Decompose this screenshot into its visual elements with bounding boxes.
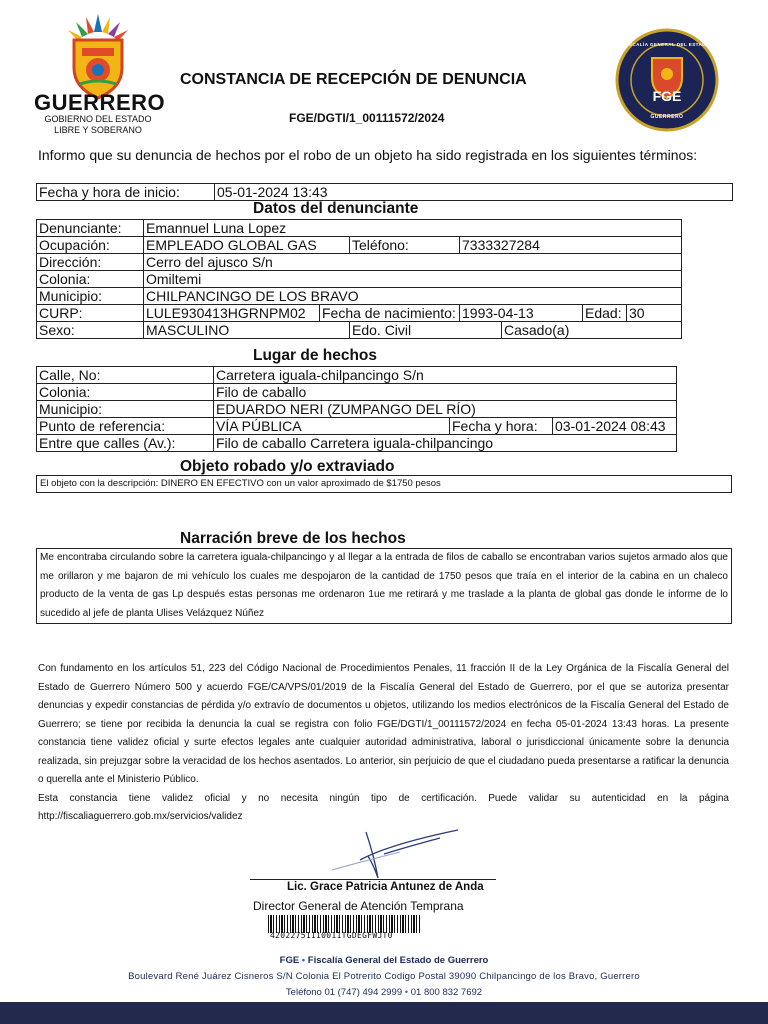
footer-institution-name: Fiscalía General del Estado de Guerrero [307, 955, 489, 966]
denunciante-label: Denunciante: [37, 220, 144, 237]
legal-text [38, 660, 729, 827]
footer-separator: • [299, 955, 308, 966]
legal-paragraph-2: Esta constancia tiene validez oficial y no necesita ningún tipo de certificación. Puede validar su autenticidad en la página http://fiscaliaguerrero.gob.mx/servicios/validez [38, 792, 729, 822]
footer-phone-1: Teléfono 01 (747) 494 2999 [285, 987, 403, 998]
logo-gov-line1: GOBIERNO DEL ESTADO [44, 114, 152, 124]
table-row [37, 367, 677, 384]
guerrero-logo [34, 12, 166, 140]
legal-paragraph-1: Con fundamento en los artículos 51, 223 del Código Nacional de Procedimientos Penales, 11 fracción II de la Ley Orgánica de la Fiscalía General del Estado de Guerrero Número 500 y acuerdo FGE/CA/VPS/01/2019 de la Fiscalía General del Estado de Guerrero, por el que se autoriza presentar denuncias y expedir constancias de pérdida y/o extravío de documentos u objetos, utilizando los medios electrónicos de la Fiscalía General del Estado de Guerrero; se tiene por recibida la denuncia la cual se registra con folio FGE/DGTI/1_00111572/2024 en fecha 05-01-2024 13:43 horas. La presente constancia tiene validez oficial y surte efectos legales ante cualquier autoridad administrativa, laboral o jurisdiccional únicamente sobre la denuncia realizada, sin prejuzgar sobre la veracidad de los hechos asentados. Lo anterior, sin perjuicio de que el ciudadano pueda presentarse a ratificar la denuncia o querella ante el Ministerio Público. [38, 663, 729, 785]
footer-fge: FGE [279, 955, 300, 966]
objeto-descripcion: El objeto con la descripción: DINERO EN EFECTIVO con un valor aproximado de $1750 pesos [36, 475, 732, 493]
colonia-label: Colonia: [37, 271, 144, 288]
lugar-colonia-label: Colonia: [37, 384, 214, 401]
fecha-inicio-label: Fecha y hora de inicio: [37, 184, 215, 201]
fecha-inicio-table [36, 183, 733, 201]
referencia-label: Punto de referencia: [37, 418, 214, 435]
sexo-label: Sexo: [37, 322, 144, 339]
table-row [37, 305, 682, 322]
referencia-value: VÍA PÚBLICA [214, 418, 450, 435]
narracion-text: Me encontraba circulando sobre la carretera iguala-chilpancingo y al llegar a la entrada de filos de caballo se encontraban varios sujetos armado alos que me orillaron y me bajaron de mi vehículo los cuales me despojaron de la cantidad de 1750 pesos que traía en el interior de la cabina en un chaleco producto de la venta de gas Lp después estas personas me ordenaron 1ue me retirará y me traslade a la planta de global gas donde le informe de lo sucedido al jefe de planta Ulises Velázquez Núñez [36, 548, 732, 624]
fge-seal [612, 28, 722, 132]
footer-bar [0, 1002, 768, 1024]
curp-value: LULE930413HGRNPM02 [144, 305, 320, 322]
table-row [37, 271, 682, 288]
sexo-value: MASCULINO [144, 322, 350, 339]
signature-line [250, 879, 496, 880]
table-row [37, 384, 677, 401]
entre-calles-label: Entre que calles (Av.): [37, 435, 214, 452]
ocupacion-label: Ocupación: [37, 237, 144, 254]
footer-separator: • [402, 987, 411, 998]
telefono-label: Teléfono: [350, 237, 460, 254]
barcode-code: 42022751110011TGDEGFWJT0 [270, 931, 393, 940]
fge-seal-label: FGE [652, 88, 682, 104]
table-row [37, 184, 733, 201]
edo-civil-value: Casado(a) [502, 322, 682, 339]
table-row [37, 401, 677, 418]
table-row [37, 288, 682, 305]
entre-calles-value: Filo de caballo Carretera iguala-chilpancingo [214, 435, 677, 452]
table-row [37, 237, 682, 254]
curp-label: CURP: [37, 305, 144, 322]
narracion-section-title: Narración breve de los hechos [180, 530, 406, 547]
signer-name: Lic. Grace Patricia Antunez de Anda [287, 881, 484, 893]
edad-value: 30 [627, 305, 682, 322]
direccion-value: Cerro del ajusco S/n [144, 254, 682, 271]
signature-icon [330, 826, 470, 882]
fecha-hora-value: 03-01-2024 08:43 [553, 418, 677, 435]
table-row [37, 220, 682, 237]
lugar-colonia-value: Filo de caballo [214, 384, 677, 401]
signer-role: Director General de Atención Temprana [253, 899, 464, 913]
table-row [37, 254, 682, 271]
denunciante-section-title: Datos del denunciante [253, 200, 419, 217]
table-row [37, 322, 682, 339]
fge-seal-ring-text: FISCALÍA GENERAL DEL ESTADO [624, 42, 710, 47]
fge-seal-bottom-text: GUERRERO [650, 114, 684, 120]
fecha-inicio-value: 05-01-2024 13:43 [215, 184, 733, 201]
logo-gov-line2: LIBRE Y SOBERANO [54, 125, 142, 135]
calle-label: Calle, No: [37, 367, 214, 384]
telefono-value: 7333327284 [460, 237, 682, 254]
edo-civil-label: Edo. Civil [350, 322, 502, 339]
lugar-section-title: Lugar de hechos [253, 347, 378, 364]
nacimiento-label: Fecha de nacimiento: [320, 305, 460, 322]
footer-phone-2: 01 800 832 7692 [410, 987, 483, 998]
colonia-value: Omiltemi [144, 271, 682, 288]
document-folio: FGE/DGTI/1_00111572/2024 [289, 111, 445, 125]
footer-phones [0, 987, 768, 998]
intro-text: Informo que su denuncia de hechos por el robo de un objeto ha sido registrada en los siguientes términos: [38, 147, 698, 163]
nacimiento-value: 1993-04-13 [460, 305, 583, 322]
fecha-hora-label: Fecha y hora: [450, 418, 553, 435]
table-row [37, 418, 677, 435]
denunciante-table [36, 219, 682, 339]
denunciante-value: Emannuel Luna Lopez [144, 220, 682, 237]
municipio-value: CHILPANCINGO DE LOS BRAVO [144, 288, 682, 305]
edad-label: Edad: [583, 305, 627, 322]
direccion-label: Dirección: [37, 254, 144, 271]
calle-value: Carretera iguala-chilpancingo S/n [214, 367, 677, 384]
lugar-municipio-label: Municipio: [37, 401, 214, 418]
document-title: CONSTANCIA DE RECEPCIÓN DE DENUNCIA [180, 71, 527, 88]
ocupacion-value: EMPLEADO GLOBAL GAS [144, 237, 350, 254]
footer-institution [0, 955, 768, 966]
objeto-section-title: Objeto robado y/o extraviado [180, 458, 395, 475]
lugar-table [36, 366, 677, 452]
table-row [37, 435, 677, 452]
logo-state-name: GUERRERO [34, 90, 166, 115]
footer-address: Boulevard René Juárez Cisneros S/N Colonia El Potrerito Codigo Postal 39090 Chilpancingo de los Bravo, Guerrero [128, 971, 640, 982]
municipio-label: Municipio: [37, 288, 144, 305]
lugar-municipio-value: EDUARDO NERI (ZUMPANGO DEL RÍO) [214, 401, 677, 418]
